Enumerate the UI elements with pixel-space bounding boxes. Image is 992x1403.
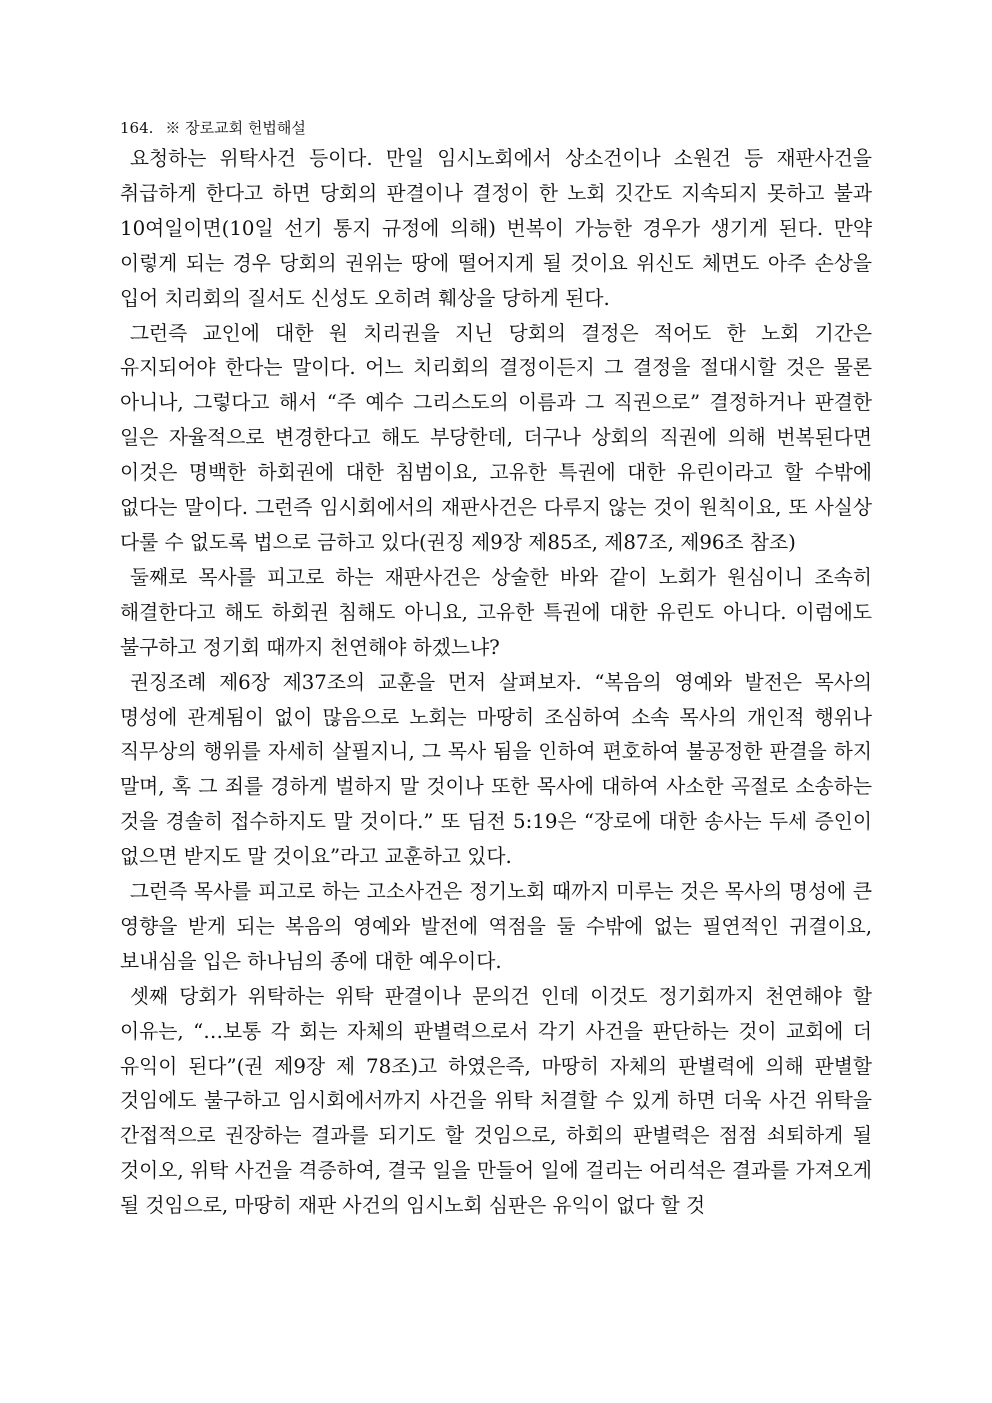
header-title: ※ 장로교회 헌법해설 <box>165 119 306 137</box>
paragraph: 그런즉 교인에 대한 원 치리권을 지닌 당회의 결정은 적어도 한 노회 기간은 유지되어야 한다는 말이다. 어느 치리회의 결정이든지 그 결정을 절대시할 것은 물론 아니나, 그렇다고 해서 “주 예수 그리스도의 이름과 그 직권으로” 결정하거나 판결한 일은 자율적으로 변경한다고 해도 부당한데, 더구나 상회의 직권에 의해 번복된다면 이것은 명백한 하회권에 대한 침범이요, 고유한 특권에 대한 유린이라고 할 수밖에 없다는 말이다. 그런즉 임시회에서의 재판사건은 다루지 않는 것이 원칙이요, 또 사실상 다룰 수 없도록 법으로 금하고 있다(권징 제9장 제85조, 제87조, 제96조 참조) <box>120 321 872 554</box>
paragraph: 요청하는 위탁사건 등이다. 만일 임시노회에서 상소건이나 소원건 등 재판사건을 취급하게 한다고 하면 당회의 판결이나 결정이 한 노회 깃간도 지속되지 못하고 불과 10여일이면(10일 선기 통지 규정에 의해) 번복이 가능한 경우가 생기게 된다. 만약 이렇게 되는 경우 당회의 권위는 땅에 떨어지게 될 것이요 위신도 체면도 아주 손상을 입어 치리회의 질서도 신성도 오히려 훼상을 당하게 된다. <box>120 147 872 310</box>
paragraph: 셋째 당회가 위탁하는 위탁 판결이나 문의건 인데 이것도 정기회까지 천연해야 할 이유는, “…보통 각 회는 자체의 판별력으로서 각기 사건을 판단하는 것이 교회에 더 유익이 된다”(권 제9장 제 78조)고 하였은즉, 마땅히 자체의 판별력에 의해 판별할 것임에도 불구하고 임시회에서까지 사건을 위탁 처결할 수 있게 하면 더욱 사건 위탁을 간접적으로 권장하는 결과를 되기도 할 것임으로, 하회의 판별력은 점점 쇠퇴하게 될 것이오, 위탁 사건을 격증하여, 결국 일을 만들어 일에 걸리는 어리석은 결과를 가져오게 될 것임으로, 마땅히 재판 사건의 임시노회 심판은 유익이 없다 할 것 <box>120 984 872 1218</box>
body-text <box>120 142 872 1224</box>
page-number: 164. <box>120 119 154 137</box>
running-header <box>120 118 306 138</box>
paragraph: 그런즉 목사를 피고로 하는 고소사건은 정기노회 때까지 미루는 것은 목사의 명성에 큰 영향을 받게 되는 복음의 영예와 발전에 역점을 둘 수밖에 없는 필연적인 귀결이요, 보내심을 입은 하나님의 종에 대한 예우이다. <box>120 880 872 973</box>
paragraph: 권징조례 제6장 제37조의 교훈을 먼저 살펴보자. “복음의 영예와 발전은 목사의 명성에 관계됨이 없이 많음으로 노회는 마땅히 조심하여 소속 목사의 개인적 행위나 직무상의 행위를 자세히 살필지니, 그 목사 됨을 인하여 편호하여 불공정한 판결을 하지 말며, 혹 그 죄를 경하게 벌하지 말 것이나 또한 목사에 대하여 사소한 곡절로 소송하는 것을 경솔히 접수하지도 말 것이다.” 또 딤전 5:19은 “장로에 대한 송사는 두세 증인이 없으면 받지도 말 것이요”라고 교훈하고 있다. <box>120 670 872 869</box>
paragraph: 둘째로 목사를 피고로 하는 재판사건은 상술한 바와 같이 노회가 원심이니 조속히 해결한다고 해도 하회권 침해도 아니요, 고유한 특권에 대한 유린도 아니다. 이럼에도 불구하고 정기회 때까지 천연해야 하겠느냐? <box>120 565 872 659</box>
